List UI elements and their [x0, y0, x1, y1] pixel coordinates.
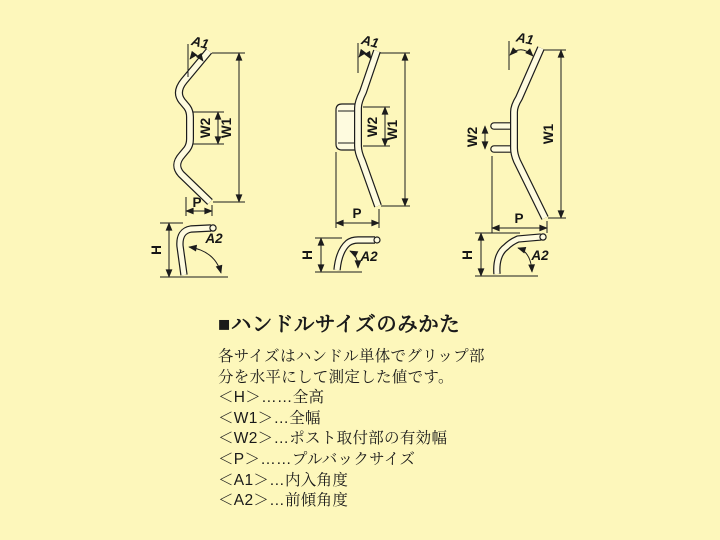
dim-label-a1: A1: [359, 32, 381, 51]
diagram-3-side-view: [460, 233, 549, 276]
size-guide-text-block: [218, 312, 518, 512]
a2-angle-arc: [518, 248, 532, 272]
description-line: 分を水平にして測定した値です。: [218, 368, 454, 386]
dim-label-w1: W1: [385, 119, 400, 141]
dim-label-w1: W1: [219, 117, 234, 139]
diagram-1-top-view: [177, 33, 245, 216]
dim-label-a2: A2: [360, 249, 378, 264]
dim-label-p: P: [192, 195, 202, 210]
a2-angle-arc: [350, 251, 358, 268]
legend-item-a2: ＜A2＞…前傾角度: [218, 492, 349, 510]
description-line: 各サイズはハンドル単体でグリップ部: [218, 348, 485, 365]
a2-angle-arc: [189, 247, 221, 273]
diagram-2-side-view: [300, 237, 380, 272]
grip-end-cap: [540, 234, 546, 240]
dim-label-w2: W2: [365, 116, 380, 138]
legend-item-w1: ＜W1＞…全幅: [218, 409, 321, 427]
dim-label-p: P: [352, 206, 362, 221]
diagram-1-side-view: [149, 223, 228, 277]
dim-label-a2: A2: [205, 231, 223, 246]
dim-label-h: H: [149, 245, 164, 255]
dim-label-a1: A1: [189, 33, 211, 52]
dim-label-p: P: [514, 211, 524, 226]
diagram-2-top-view: [336, 32, 410, 228]
size-guide-body: [218, 347, 518, 512]
dim-label-w1: W1: [541, 123, 556, 145]
a1-angle-arc: [359, 53, 371, 59]
grip-end-cap: [374, 237, 380, 243]
dim-label-w2: W2: [465, 126, 480, 148]
diagram-3-top-view: [465, 29, 566, 233]
dim-label-h: H: [300, 250, 315, 260]
dim-label-a1: A1: [514, 29, 535, 48]
legend-item-h: ＜H＞……全高: [218, 389, 325, 407]
size-guide-heading: ■ハンドルサイズのみかた: [218, 313, 461, 336]
legend-item-a1: ＜A1＞…内入角度: [218, 471, 349, 489]
dim-label-h: H: [460, 250, 475, 260]
dim-label-w2: W2: [198, 117, 213, 139]
dim-label-a2: A2: [531, 248, 549, 263]
legend-item-p: ＜P＞……プルバックサイズ: [218, 450, 416, 468]
legend-item-w2: ＜W2＞…ポスト取付部の有効幅: [218, 430, 448, 448]
a1-angle-arc: [510, 50, 533, 56]
